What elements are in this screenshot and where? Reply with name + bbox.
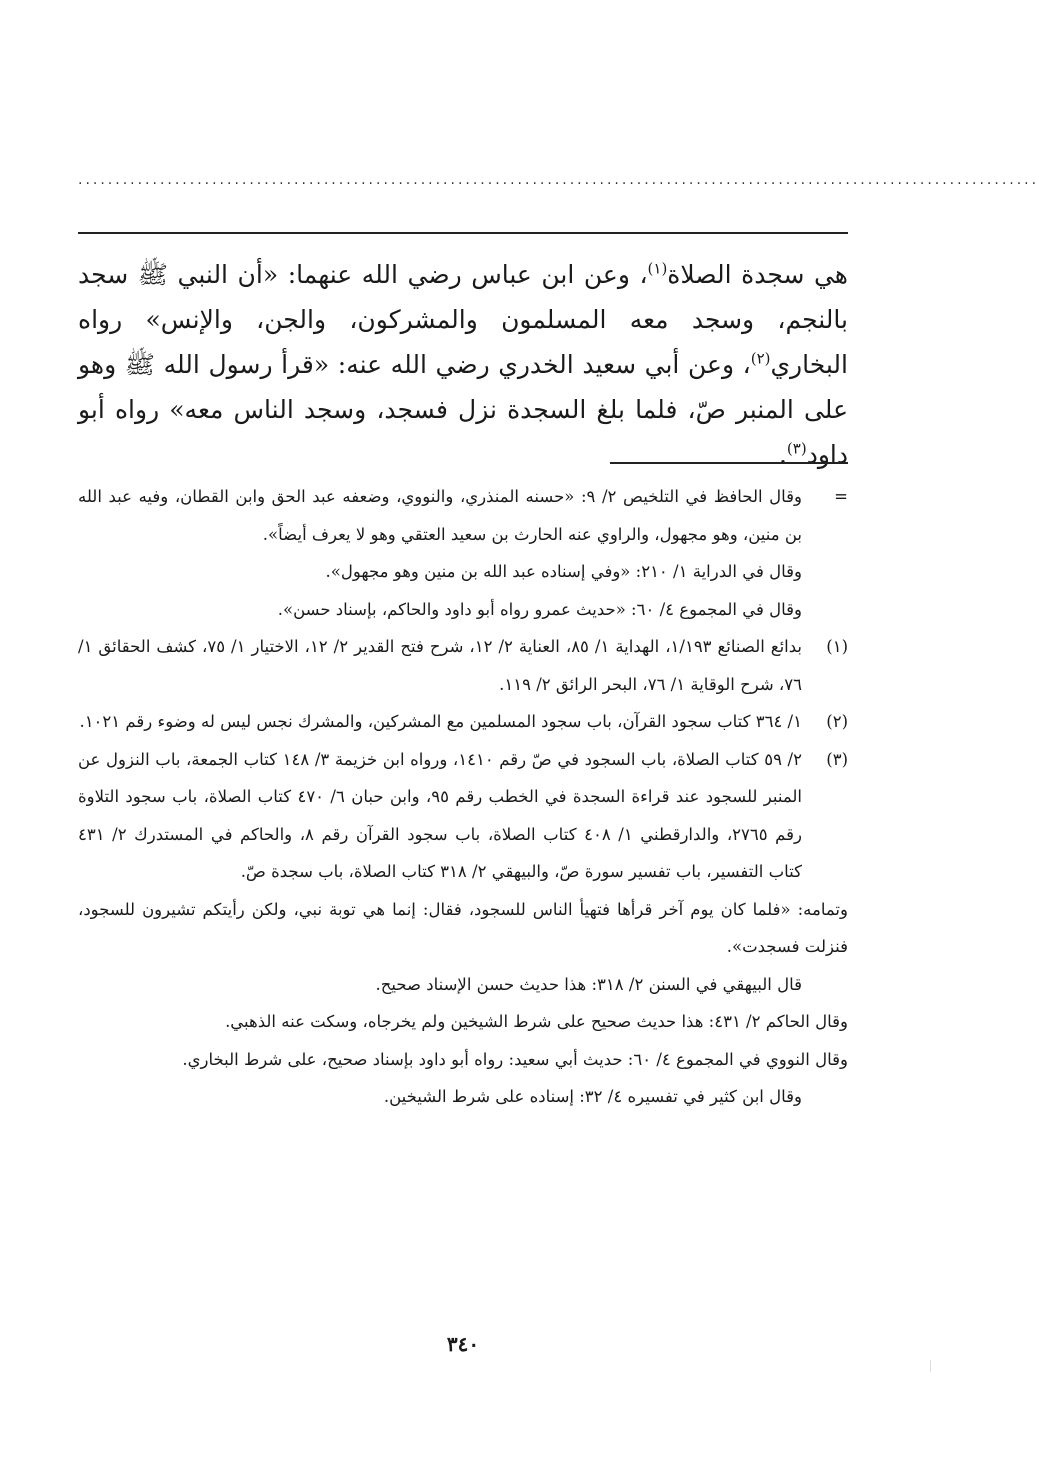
main-text [78, 252, 848, 477]
dotted-separator: ································································································································· [78, 176, 1039, 192]
footnote-paragraph: وقال الحاكم ٢/ ٤٣١: هذا حديث صحيح على شرط الشيخين ولم يخرجاه، وسكت عنه الذهبي. [225, 1012, 848, 1031]
footnote-continued [78, 478, 848, 628]
footnote-mark: (٣) [826, 749, 848, 769]
footnote-mark: (٢) [826, 712, 848, 731]
footnote-paragraph: وقال في الدراية ١/ ٢١٠: «وفي إسناده عبد الله بن منين وهو مجهول». [325, 562, 802, 581]
footnote-3 [78, 741, 848, 1116]
footnote-mark: = [834, 487, 848, 506]
footnote-paragraph: وقال ابن كثير في تفسيره ٤/ ٣٢: إسناده على شرط الشيخين. [383, 1087, 802, 1106]
footnote-paragraph: وتمامه: «فلما كان يوم آخر قرأها فتهيأ الناس للسجود، فقال: إنما هي توبة نبي، ولكن رأيتكم تشيرون للسجود، فنزلت فسجدت». [78, 899, 848, 956]
footnote-paragraph: ٢/ ٥٩ كتاب الصلاة، باب السجود في صّ رقم ١٤١٠، ورواه ابن خزيمة ٣/ ١٤٨ كتاب الجمعة، باب النزول عن المنبر للسجود عند قراءة السجدة في الخطب رقم ٩٥، وابن حبان ٦/ ٤٧٠ كتاب الصلاة، باب سجود التلاوة رقم ٢٧٦٥، والدارقطني ١/ ٤٠٨ كتاب الصلاة، باب سجود القرآن رقم ٨، والحاكم في المستدرك ٢/ ٤٣١ كتاب التفسير، باب تفسير سورة صّ، والبيهقي ٢/ ٣١٨ كتاب الصلاة، باب سجدة صّ. [78, 749, 803, 881]
footnote-ref-2[interactable]: (٢) [750, 349, 771, 368]
main-paragraph: هي سجدة الصلاة$^{(١)}$، وعن ابن عباس رضي الله عنهما: «أن النبي ﷺ سجد بالنجم، وسجد معه المسلمون والمشركون، والجن، والإنس» رواه البخاري$^{(٢)}$، وعن أبي سعيد الخدري رضي الله عنه: «قرأ رسول الله ﷺ وهو على المنبر صّ، فلما بلغ السجدة نزل فسجد، وسجد الناس معه» رواه أبو داود$^{(٣)}$. [78, 259, 848, 469]
footnote-mark: (١) [826, 637, 848, 656]
page-number: ٣٤٠ [446, 1332, 480, 1356]
page [78, 0, 1039, 1482]
footnote-paragraph: ١/ ٣٦٤ كتاب سجود القرآن، باب سجود المسلمين مع المشركين، والمشرك نجس ليس له وضوء رقم ١٠٢١. [79, 712, 802, 731]
footnote-1 [78, 628, 848, 703]
footnote-paragraph: بدائع الصنائع ١/١٩٣، الهداية ١/ ٨٥، العناية ٢/ ١٢، شرح فتح القدير ٢/ ١٢، الاختيار ١/ ٧٥، كشف الحقائق ١/ ٧٦، شرح الوقاية ١/ ٧٦، البحر الرائق ٢/ ١١٩. [78, 637, 803, 694]
footnote-rule [610, 462, 848, 464]
footnote-2 [78, 703, 848, 741]
footnote-ref-1[interactable]: (١) [647, 259, 668, 278]
footnote-paragraph: وقال الحافظ في التلخيص ٢/ ٩: «حسنه المنذري، والنووي، وضعفه عبد الحق وابن القطان، وفيه عبد الله بن منين، وهو مجهول، والراوي عنه الحارث بن سعيد العتقي وهو لا يعرف أيضاً». [78, 487, 803, 544]
footnote-paragraph: وقال النووي في المجموع ٤/ ٦٠: حديث أبي سعيد: رواه أبو داود بإسناد صحيح، على شرط البخاري. [182, 1049, 848, 1069]
top-rule [78, 232, 848, 234]
footnote-paragraph: وقال في المجموع ٤/ ٦٠: «حديث عمرو رواه أبو داود والحاكم، بإسناد حسن». [277, 599, 802, 619]
scan-edge-mark [930, 1360, 931, 1372]
footnote-paragraph: قال البيهقي في السنن ٢/ ٣١٨: هذا حديث حسن الإسناد صحيح. [375, 974, 802, 994]
footnotes [78, 478, 848, 1116]
footnote-ref-3[interactable]: (٣) [786, 439, 807, 458]
